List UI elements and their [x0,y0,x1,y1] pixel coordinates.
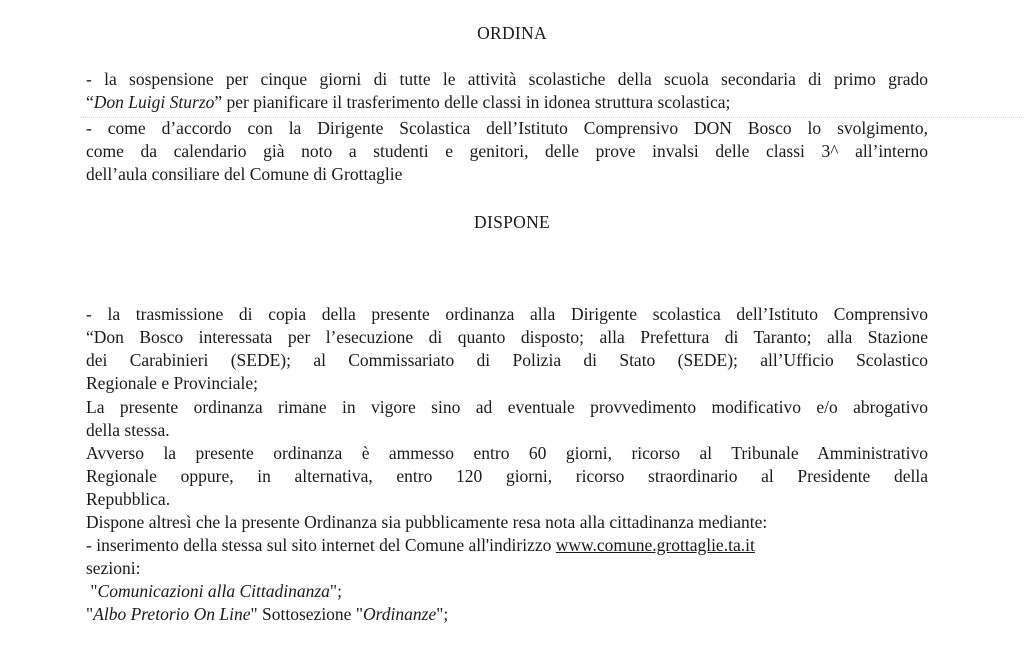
text-line: Dispone altresì che la presente Ordinanza sia pubblicamente resa nota alla cittadinanza mediante: [86,512,768,532]
text-line: Regionale e Provinciale; [86,373,259,393]
text-line: dei Carabinieri (SEDE); al Commissariato di Polizia di Stato (SEDE); all’Ufficio Scolastico [86,350,928,370]
text-line: come da calendario già noto a studenti e genitori, delle prove invalsi delle classi 3^ all’interno [86,141,928,161]
text-line: dell’aula consiliare del Comune di Grottaglie [86,164,403,184]
text-line: - la trasmissione di copia della presente ordinanza alla Dirigente scolastica dell’Istituto Comprensivo [86,304,928,324]
text-line: - inserimento della stessa sul sito internet del Comune all'indirizzo www.comune.grottaglie.ta.it [86,535,755,555]
section-comunicazioni: "Comunicazioni alla Cittadinanza"; [90,581,342,601]
text-line: - come d’accordo con la Dirigente Scolastica dell’Istituto Comprensivo DON Bosco lo svolgimento, [86,118,928,138]
text-line: Regionale oppure, in alternativa, entro 120 giorni, ricorso straordinario al Presidente della [86,466,928,486]
section-name: Comunicazioni alla Cittadinanza [97,581,330,601]
text-line: sezioni: [86,558,141,578]
section-albo-pretorio: "Albo Pretorio On Line" Sottosezione "Ordinanze"; [86,604,449,624]
text-line: della stessa. [86,420,170,440]
dispone-paragraph-vigore [86,396,928,442]
text-line: “Don Luigi Sturzo” per pianificare il trasferimento delle classi in idonea struttura scolastica; [86,92,731,112]
heading-dispone: DISPONE [474,212,550,232]
school-name: Don Luigi Sturzo [93,92,215,112]
ordina-item-prove-invalsi [86,117,928,186]
ordina-item-sospensione [86,68,928,114]
text-line: Repubblica. [86,489,171,509]
subsection-name: Ordinanze [362,604,437,624]
text-line: La presente ordinanza rimane in vigore sino ad eventuale provvedimento modificativo e/o abrogativo [86,397,928,417]
text-line: Avverso la presente ordinanza è ammesso entro 60 giorni, ricorso al Tribunale Amministrativo [86,443,928,463]
text-line: “Don Bosco interessata per l’esecuzione di quanto disposto; alla Prefettura di Taranto; alla Stazione [86,327,928,347]
text-line: - la sospensione per cinque giorni di tutte le attività scolastiche della scuola secondaria di primo grado [86,69,928,89]
section-name: Albo Pretorio On Line [93,604,251,624]
dispone-item-trasmissione [86,303,928,395]
heading-ordina: ORDINA [477,23,547,43]
dispone-paragraph-ricorso [86,442,928,511]
dispone-paragraph-pubblicazione [86,511,928,626]
website-link[interactable]: www.comune.grottaglie.ta.it [555,535,755,555]
